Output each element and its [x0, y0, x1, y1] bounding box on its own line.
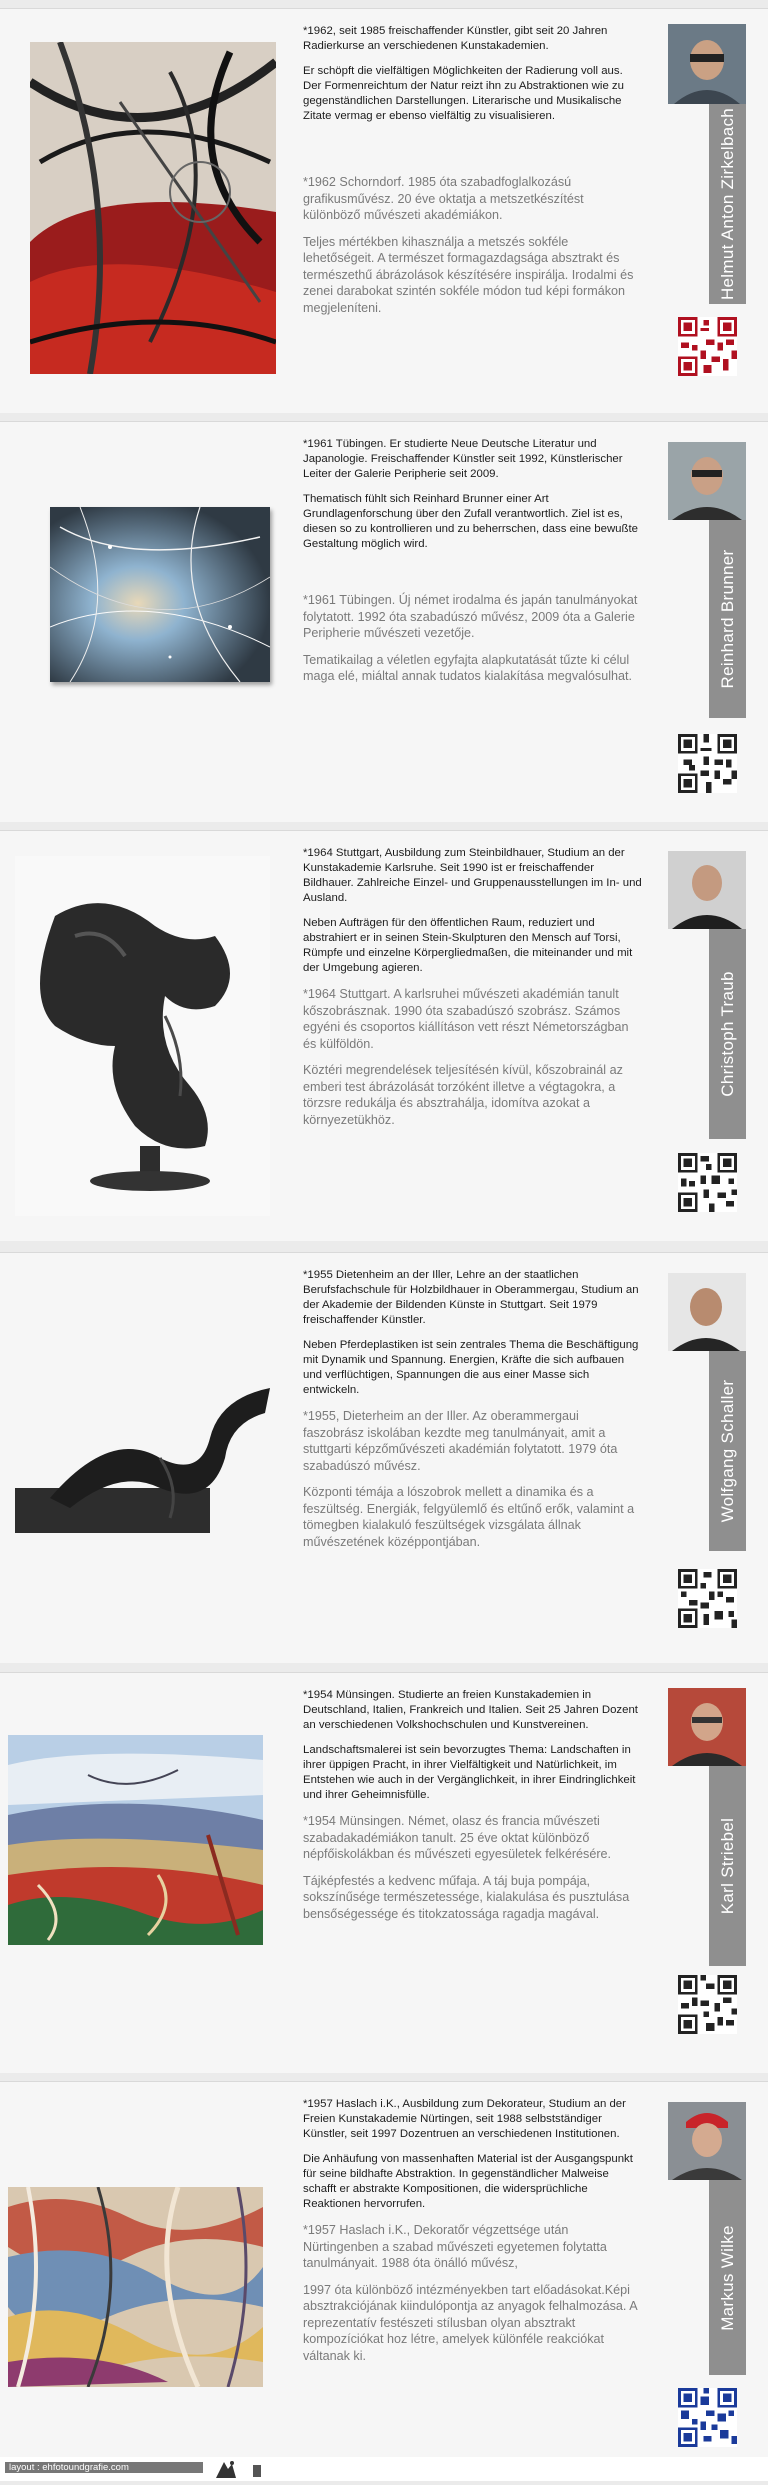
artist-name-label: Christoph Traub [709, 929, 746, 1139]
biography-german [303, 24, 643, 124]
hungarian-paragraph: Tájképfestés a kedvenc műfaja. A táj buja pompája, sokszínűsége természetessége, kialakulása és pusztulása bensőségessége és titokzatossága ragadja magával. [303, 1873, 630, 1921]
biography-german [303, 2097, 643, 2212]
artist-card [0, 2081, 768, 2458]
biography-german [303, 437, 643, 552]
brand-logo-icon [210, 2458, 240, 2480]
artist-card [0, 1672, 768, 2073]
german-paragraph: *1964 Stuttgart, Ausbildung zum Steinbildhauer, Studium an der Kunstakademie Karlsruhe. Seit 1990 ist er freischaffender Bildhauer. Zahlreiche Einzel- und Gruppenausstellungen im In- und Ausland. [303, 847, 642, 904]
hungarian-paragraph: Központi témája a lószobrok mellett a dinamika és a feszültség. Energiák, felgyülemlő és eltűnő erők, valamint a tömegben kialakuló feszültségek vizsgálata állnak művészetének középpontjában. [303, 1485, 635, 1549]
artist-name-label: Wolfgang Schaller [709, 1351, 746, 1551]
hungarian-paragraph: *1954 Münsingen. Német, olasz és francia művészeti szabadakadémiákon tanult. 25 éve oktat különböző népfőiskolákban és művészeti egyesületek felkérésére. [303, 1814, 612, 1861]
biography-hungarian [303, 1408, 643, 1550]
footer-marker [253, 2465, 261, 2477]
qr-code[interactable] [678, 2388, 737, 2447]
qr-code[interactable] [678, 1569, 737, 1628]
biography-german [303, 1268, 643, 1398]
artist-card [0, 421, 768, 822]
artist-portrait [668, 1273, 746, 1351]
german-paragraph: Er schöpft die vielfältigen Möglichkeiten der Radierung voll aus. Der Formenreichtum der Natur reizt ihn zu Abstraktionen wie zu gegenständlichen Darstellungen. Literarische und Musikalische Zitate vermag er ebenso vielfältig zu visualisieren. [303, 65, 624, 122]
artist-portrait [668, 1688, 746, 1766]
artwork-painting [50, 507, 270, 682]
hungarian-paragraph: Teljes mértékben kihasználja a metszés sokféle lehetőségeit. A természet formagazdagsága absztrakt és természethű ábrázolások készítésére inspirálja. Irodalmi és zenei darabokat szintén sokféle módon tud képi formákon megjeleníteni. [303, 234, 634, 315]
hungarian-paragraph: *1957 Haslach i.K., Dekoratőr végzettsége után Nürtingenben a szabad művészeti egyetemen folytatta tanulmányait. 1988 óta önálló művész, [303, 2223, 607, 2270]
hungarian-paragraph: *1961 Tübingen. Új német irodalmа és japán tanulmányokat folytatott. 1992 óta szabadúszó művész, 2009 óta a Galerie Peripherie művészeti vezetője. [303, 593, 638, 640]
german-paragraph: *1962, seit 1985 freischaffender Künstler, gibt seit 20 Jahren Radierkurse an verschiedenen Kunstakademien. [303, 25, 608, 52]
german-paragraph: Thematisch fühlt sich Reinhard Brunner einer Art Grundlagenforschung über den Zufall verantwortlich. Ziel ist es, diesen so zu kontrollieren und zu beherrschen, dass eine bewußte Gestaltung möglich wird. [303, 493, 638, 550]
artwork-sculpture [15, 856, 270, 1216]
biography-german [303, 846, 643, 976]
german-paragraph: Neben Aufträgen für den öffentlichen Raum, reduziert und abstrahiert er in seinen Stein-Skulpturen den Mensch auf Torsi, Rümpfe und einzelne Körpergliedmaßen, die miteinander und mit der Umgebung agieren. [303, 917, 633, 974]
hungarian-paragraph: Köztéri megrendelések teljesítésén kívül, kőszobrainál az emberi test ábrázolását torzóként illetve a végtagokra, a törzsre redukálja és absztrahálja, idomítva azokat a környezetükhöz. [303, 1063, 623, 1127]
german-paragraph: Landschaftsmalerei ist sein bevorzugtes Thema: Landschaften in ihrer üppigen Pracht, in ihrer Vielfältigkeit und Natürlichkeit, im Entstehen wie auch in der Vergänglichkeit, in ihrer Eindringlichkeit und ihrer Geheimnisfülle. [303, 1744, 636, 1801]
artist-card [0, 8, 768, 413]
artist-name-label: Reinhard Brunner [709, 520, 746, 718]
german-paragraph: *1957 Haslach i.K., Ausbildung zum Dekorateur, Studium an der Freien Kunstakademie Nürtingen, seit 1988 selbstständiger Künstler, seit 1997 Dozentruen an verschiedenen Institutionen. [303, 2098, 626, 2140]
biography-hungarian [303, 1813, 643, 1922]
hungarian-paragraph: *1955, Dieterheim an der Iller. Az oberammergaui faszobrász iskolában kezdte meg tanulmányait, amit a stuttgarti képzőművészeti akadémián folytatott. 1979 óta szabadúszó művész. [303, 1409, 618, 1473]
artist-portrait [668, 442, 746, 520]
hungarian-paragraph: *1964 Stuttgart. A karlsruhei művészeti akadémián tanult kőszobrásznak. 1990 óta szabadúszó szobrász. Számos egyéni és csoportos kiállításon vett részt Németországban és külföldön. [303, 987, 629, 1051]
qr-code[interactable] [678, 1153, 737, 1212]
hungarian-paragraph: *1962 Schorndorf. 1985 óta szabadfoglalkozású grafikusművész. 20 éve oktatja a metszetkészítést különböző művészeti akadémiákon. [303, 175, 584, 222]
qr-code[interactable] [678, 1975, 737, 2034]
biography-hungarian [303, 592, 643, 685]
biography-german [303, 1688, 643, 1803]
german-paragraph: *1961 Tübingen. Er studierte Neue Deutsche Literatur und Japanologie. Freischaffender Künstler seit 1992, Künstlerischer Leiter der Galerie Peripherie seit 2009. [303, 438, 623, 480]
qr-code[interactable] [678, 317, 737, 376]
german-paragraph: Die Anhäufung von massenhaften Material ist der Ausgangspunkt für seine bildhafte Abstraktion. In gegenständlicher Malweise schafft er abstrakte Kompositionen, die widersprüchliche Reaktionen hervorrufen. [303, 2153, 633, 2210]
artwork-painting [8, 1735, 263, 1945]
qr-code[interactable] [678, 734, 737, 793]
layout-credit: layout : ehfotoundgrafie.com [5, 2462, 203, 2473]
artist-card [0, 1252, 768, 1663]
hungarian-paragraph: 1997 óta különböző intézményekben tart előadásokat.Képi absztrakciójának kiindulópontja az anyagok felhalmozása. A reprezentatív festészeti stílusban olyan absztrakt kompozíciókat hoz létre, amelyek különféle reakciókat váltanak ki. [303, 2282, 637, 2363]
biography-hungarian [303, 2222, 643, 2364]
artist-portrait [668, 24, 746, 104]
artwork-painting [8, 2187, 263, 2387]
artwork-etching [30, 42, 276, 374]
artwork-sculpture [10, 1368, 275, 1543]
biography-hungarian [303, 986, 643, 1128]
german-paragraph: *1954 Münsingen. Studierte an freien Kunstakademien in Deutschland, Italien, Frankreich und Italien. Seit 25 Jahren Dozent an verschiedenen Volkshochschulen und Kunstvereinen. [303, 1689, 638, 1731]
artist-name-label: Markus Wilke [709, 2180, 746, 2375]
artist-card [0, 830, 768, 1241]
german-paragraph: Neben Pferdeplastiken ist sein zentrales Thema die Beschäftigung mit Dynamik und Spannung. Energien, Kräfte die sich aufbauen und verflüchtigen, Spannungen die aus einer Masse sich entwickeln. [303, 1339, 639, 1396]
artist-name-label: Karl Striebel [709, 1766, 746, 1966]
biography-hungarian [303, 174, 643, 316]
artist-portrait [668, 851, 746, 929]
hungarian-paragraph: Tematikailag a véletlen egyfajta alapkutatását tűzte ki célul maga elé, miáltal annak tudatos kialakítása megvalósulhat. [303, 652, 633, 683]
german-paragraph: *1955 Dietenheim an der Iller, Lehre an der staatlichen Berufsfachschule für Holzbildhauer in Oberammergau, Studium an der Akademie der Bildenden Künste in Stuttgart. Seit 1979 freischaffender Künstler. [303, 1269, 639, 1326]
artist-portrait [668, 2102, 746, 2180]
footer [0, 2457, 768, 2481]
artist-name-label: Helmut Anton Zirkelbach [709, 104, 746, 304]
